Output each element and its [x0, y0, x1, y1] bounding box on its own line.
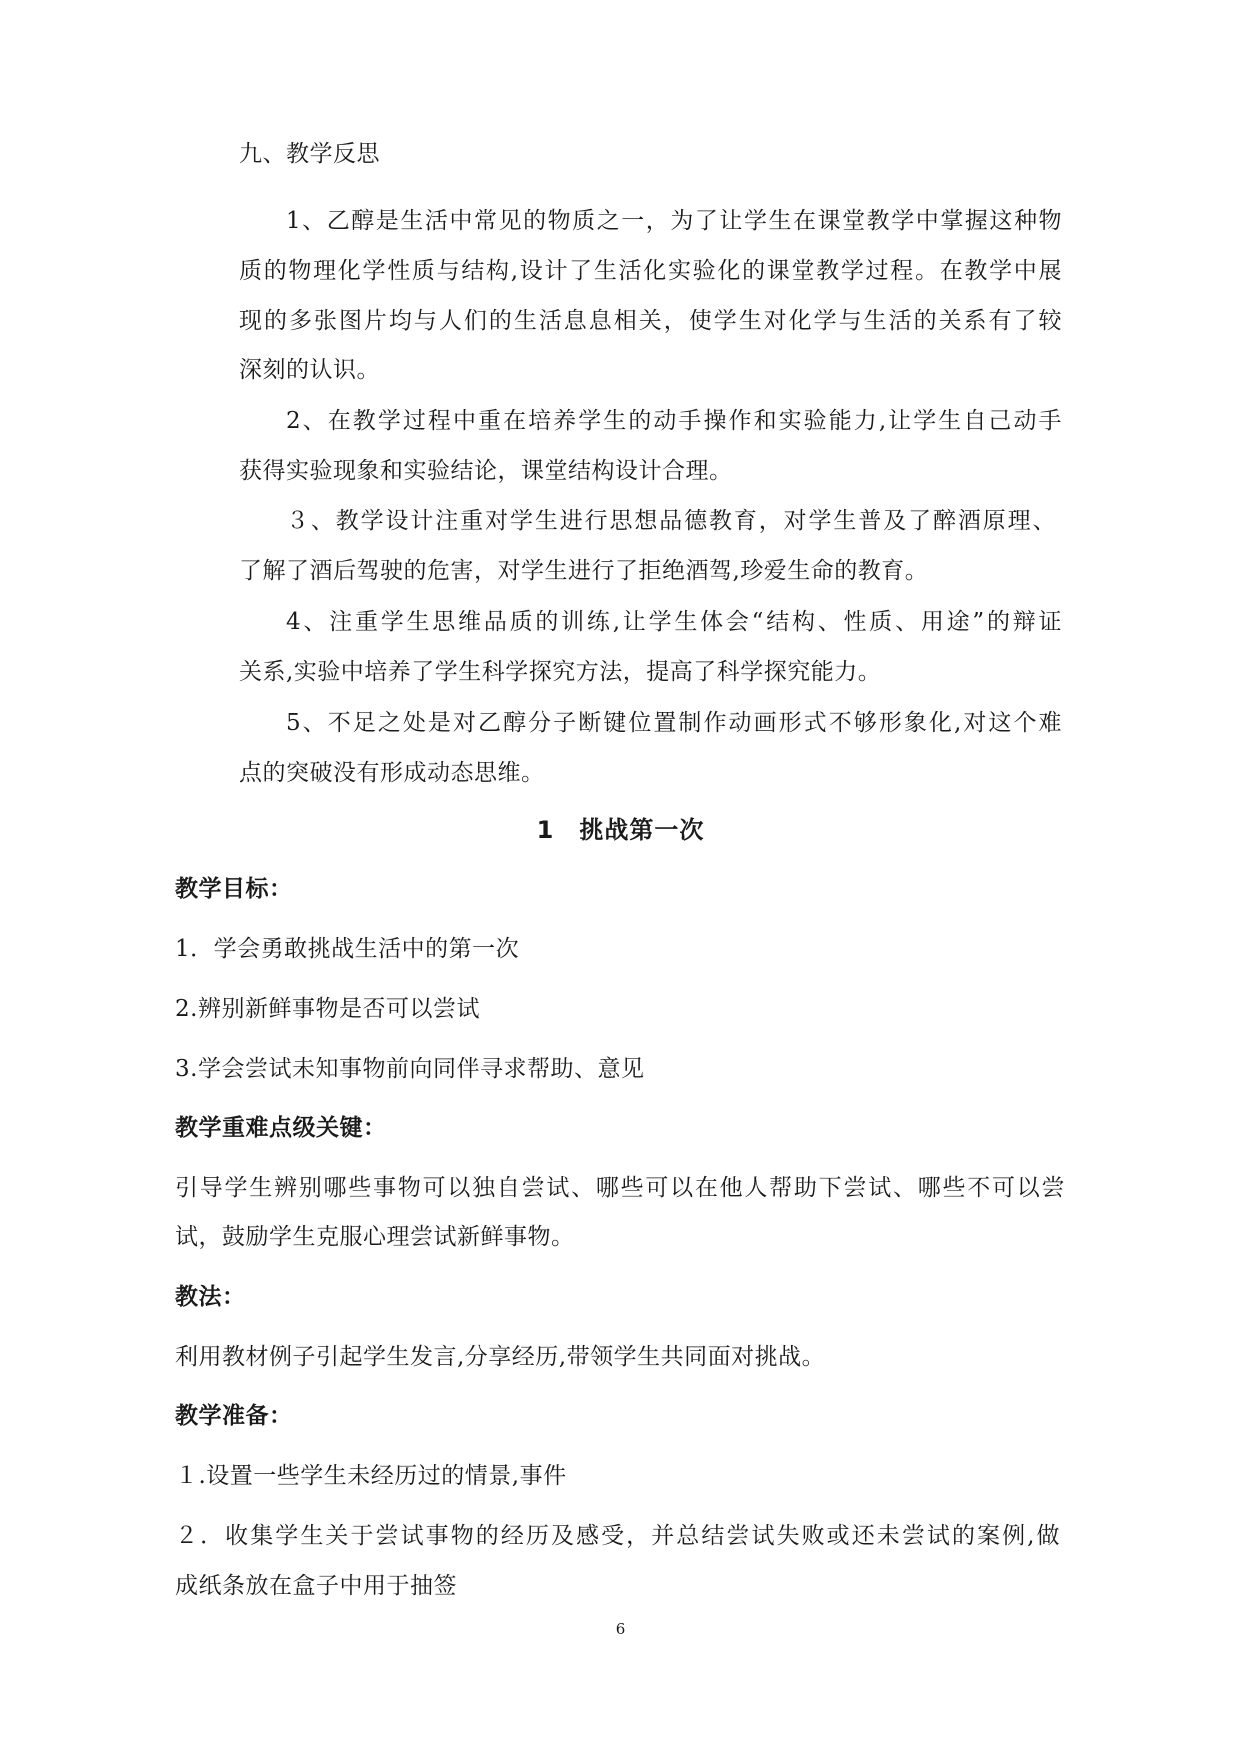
prep-item-2-line2: 成纸条放在盒子中用于抽签: [175, 1573, 457, 1599]
goal-item-2: 2.辨别新鲜事物是否可以尝试: [175, 996, 480, 1022]
reflection-p5-line1: 5、不足之处是对乙醇分子断键位置制作动画形式不够形象化,对这个难: [286, 710, 1062, 736]
reflection-p2-line1: 2、在教学过程中重在培养学生的动手操作和实验能力,让学生自己动手: [286, 408, 1062, 434]
page-number: 6: [615, 1620, 626, 1638]
lesson-title: 1 挑战第一次: [536, 816, 705, 844]
reflection-p1-line3: 现的多张图片均与人们的生活息息相关，使学生对化学与生活的关系有了较: [239, 308, 1062, 334]
reflection-p1-line2: 质的物理化学性质与结构,设计了生活化实验化的课堂教学过程。在教学中展: [239, 258, 1062, 284]
key-line-1: 引导学生辨别哪些事物可以独自尝试、哪些可以在他人帮助下尝试、哪些不可以尝: [175, 1175, 1065, 1201]
reflection-p3-line2: 了解了酒后驾驶的危害，对学生进行了拒绝酒驾,珍爱生命的教育。: [239, 558, 929, 584]
reflection-p3-line1: ３、教学设计注重对学生进行思想品德教育，对学生普及了醉酒原理、: [286, 508, 1056, 534]
prep-item-1: １.设置一些学生未经历过的情景,事件: [175, 1463, 567, 1489]
goal-item-3: 3.学会尝试未知事物前向同伴寻求帮助、意见: [175, 1056, 645, 1082]
prep-heading: 教学准备：: [175, 1403, 293, 1429]
goal-item-1: 1．学会勇敢挑战生活中的第一次: [175, 936, 520, 962]
reflection-p5-line2: 点的突破没有形成动态思维。: [239, 760, 545, 786]
reflection-p4-line2: 关系,实验中培养了学生科学探究方法，提高了科学探究能力。: [239, 659, 882, 685]
reflection-p2-line2: 获得实验现象和实验结论，课堂结构设计合理。: [239, 458, 733, 484]
reflection-p1-line1: 1、乙醇是生活中常见的物质之一，为了让学生在课堂教学中掌握这种物: [286, 208, 1062, 234]
reflection-p1-line4: 深刻的认识。: [239, 357, 380, 383]
method-text: 利用教材例子引起学生发言,分享经历,带领学生共同面对挑战。: [175, 1344, 826, 1370]
reflection-p4-line1: 4、注重学生思维品质的训练,让学生体会“结构、性质、用途”的辩证: [286, 609, 1062, 635]
key-heading: 教学重难点级关键：: [175, 1115, 387, 1141]
key-line-2: 试，鼓励学生克服心理尝试新鲜事物。: [175, 1224, 575, 1250]
goals-heading: 教学目标：: [175, 876, 293, 902]
prep-item-2-line1: ２．收集学生关于尝试事物的经历及感受，并总结尝试失败或还未尝试的案例,做: [175, 1523, 1060, 1549]
reflection-heading: 九、教学反思: [239, 141, 380, 167]
method-heading: 教法：: [175, 1284, 246, 1310]
